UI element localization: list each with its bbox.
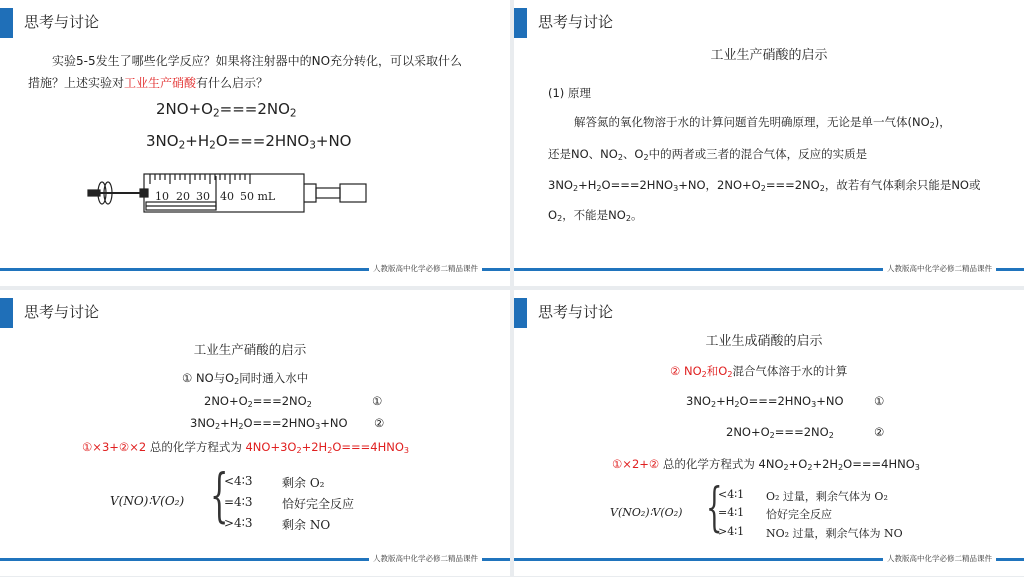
header-accent-bar [0, 298, 13, 328]
case-condition: <4∶1 [718, 488, 745, 501]
slide-subtitle: 工业生产硝酸的启示 [710, 48, 828, 63]
case-condition: <4∶3 [224, 474, 253, 488]
equation-2: $2NO+O_2===2NO_2$ [726, 425, 834, 440]
ratio-label: V(NO)∶V(O₂) [110, 494, 185, 508]
equation-1-number: ① [372, 394, 383, 408]
slide-title: 思考与讨论 [538, 13, 614, 31]
case-condition: >4∶1 [718, 525, 745, 538]
case-condition: =4∶3 [224, 495, 253, 509]
section-heading: (1) 原理 [548, 86, 591, 100]
equation-2: $3NO_2+H_2O===2HNO_3+NO$ [190, 416, 348, 431]
equation-1: $2NO+O_2===2NO_2$ [156, 100, 297, 120]
scale-ticks [150, 174, 250, 184]
combined-equation: ①×2+② 总的化学方程式为 $4NO_2+O_2+2H_2O===4HNO_3$ [612, 457, 920, 472]
footer-text: 人教版高中化学必修二精品课件 [883, 552, 996, 566]
footer-text: 人教版高中化学必修二精品课件 [369, 552, 482, 566]
equation-1-number: ① [874, 394, 885, 408]
equation-1: $3NO_2+H_2O===2HNO_3+NO$ [686, 394, 844, 409]
paragraph-line-2: 还是NO、$NO_2$、$O_2$中的两者或三者的混合气体，反应的实质是 [548, 147, 868, 162]
slide-title: 思考与讨论 [24, 303, 100, 321]
equation-2-number: ② [874, 425, 885, 439]
equation-1: $2NO+O_2===2NO_2$ [204, 394, 312, 409]
case-result: 剩余 O₂ [282, 476, 325, 490]
question-line-1: 实验5-5发生了哪些化学反应？如果将注射器中的NO充分转化，可以采取什么 [52, 54, 463, 68]
header-accent-bar [0, 8, 13, 38]
tick-label: 10 [155, 190, 169, 203]
left-brace: { [706, 478, 723, 538]
case-result: NO₂ 过量，剩余气体为 NO [766, 527, 903, 540]
highlight-text: 工业生产硝酸 [124, 76, 197, 90]
item-heading: ① NO与$O_2$同时通入水中 [182, 371, 309, 386]
slide-3[interactable] [0, 290, 510, 576]
tick-label: 40 [220, 190, 234, 203]
paragraph-line-4: $O_2$，不能是$NO_2$。 [548, 208, 643, 223]
question-line-2: 措施？上述实验对工业生产硝酸有什么启示？ [28, 76, 269, 90]
footer-text: 人教版高中化学必修二精品课件 [883, 262, 996, 276]
tick-label: 50 mL [240, 190, 276, 203]
header-accent-bar [514, 298, 527, 328]
tick-label: 20 [176, 190, 190, 203]
slide-4[interactable] [514, 290, 1024, 576]
ratio-label: V(NO₂)∶V(O₂) [610, 506, 683, 519]
left-brace: { [210, 461, 229, 529]
slide-title: 思考与讨论 [24, 13, 100, 31]
slide-title: 思考与讨论 [538, 303, 614, 321]
case-condition: >4∶3 [224, 516, 253, 530]
case-result: 剩余 NO [282, 518, 331, 532]
case-condition: =4∶1 [718, 506, 745, 519]
item-heading: ② $NO_2$和$O_2$混合气体溶于水的计算 [670, 364, 848, 379]
combined-equation: ①×3+②×2 总的化学方程式为 $4NO+3O_2+2H_2O===4HNO_3$ [82, 440, 410, 455]
paragraph-line-1: 解答氮的氧化物溶于水的计算问题首先明确原理，无论是单一气体$(NO_2)$， [574, 115, 951, 130]
paragraph-line-3: $3NO_2+H_2O===2HNO_3+NO$，$2NO+O_2===2NO_2$，故若有气体剩余只能是NO或 [548, 178, 981, 193]
syringe-diagram [84, 164, 384, 216]
tick-label: 30 [196, 190, 210, 203]
case-result: O₂ 过量，剩余气体为 O₂ [766, 490, 888, 503]
case-result: 恰好完全反应 [766, 508, 832, 521]
case-result: 恰好完全反应 [282, 497, 355, 511]
footer-text: 人教版高中化学必修二精品课件 [369, 262, 482, 276]
slide-subtitle: 工业生成硝酸的启示 [705, 334, 823, 349]
slide-2[interactable] [514, 0, 1024, 286]
header-accent-bar [514, 8, 527, 38]
equation-2: $3NO_2+H_2O===2HNO_3+NO$ [146, 132, 352, 152]
slide-1[interactable] [0, 0, 510, 286]
equation-2-number: ② [374, 416, 385, 430]
slide-subtitle: 工业生产硝酸的启示 [193, 342, 307, 357]
